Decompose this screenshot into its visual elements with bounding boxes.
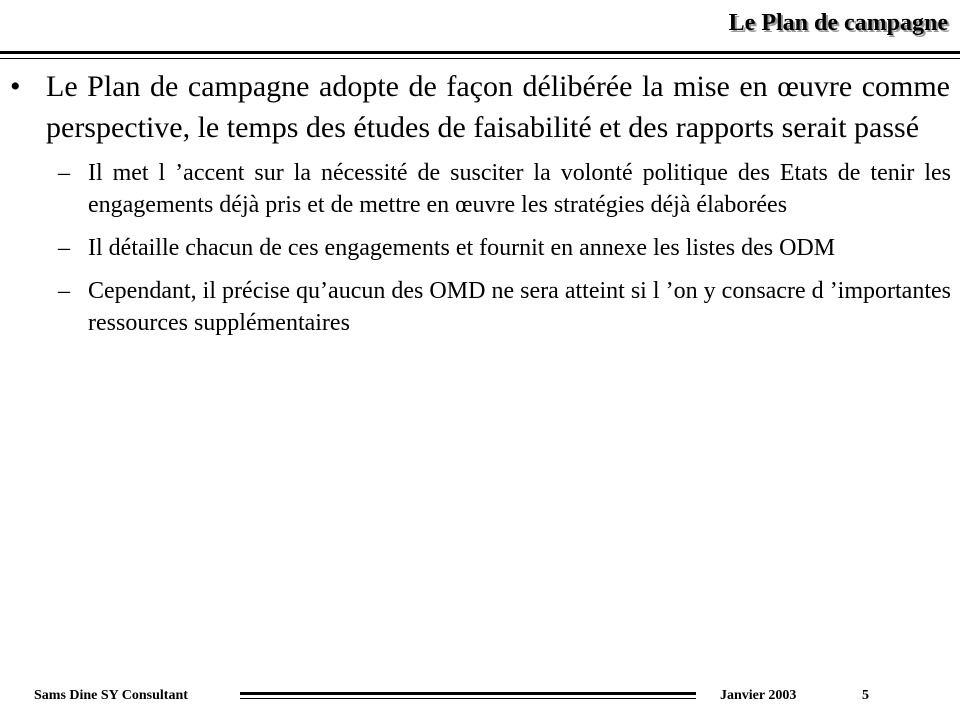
main-bullet-text: Le Plan de campagne adopte de façon délibérée la mise en œuvre comme perspective, le temps des études de faisabilité et des rapports serait passé bbox=[46, 70, 950, 144]
sub-bullet-3 bbox=[58, 275, 951, 339]
sub-bullet-text: Il met l ’accent sur la nécessité de susciter la volonté politique des Etats de tenir les engagements déjà pris et de mettre en œuvre les stratégies déjà élaborées bbox=[88, 160, 951, 218]
dash-marker: – bbox=[58, 235, 70, 261]
main-bullet bbox=[10, 66, 950, 148]
footer-divider bbox=[240, 692, 696, 699]
bullet-marker: • bbox=[10, 70, 21, 103]
title-divider bbox=[0, 51, 960, 59]
sub-bullet-text: Il détaille chacun de ces engagements et fournit en annexe les listes des ODM bbox=[88, 235, 836, 261]
sub-bullet-1 bbox=[58, 157, 951, 221]
sub-bullet-list bbox=[0, 157, 960, 339]
footer-date: Janvier 2003 bbox=[720, 688, 797, 703]
footer-author: Sams Dine SY Consultant bbox=[34, 688, 188, 703]
dash-marker: – bbox=[58, 160, 70, 186]
sub-bullet-text: Cependant, il précise qu’aucun des OMD ne sera atteint si l ’on y consacre d ’importantes ressources supplémentaires bbox=[88, 278, 951, 336]
sub-bullet-2 bbox=[58, 232, 951, 264]
slide-content bbox=[0, 66, 960, 350]
dash-marker: – bbox=[58, 278, 70, 304]
page-number: 5 bbox=[862, 688, 869, 703]
slide-title: Le Plan de campagne bbox=[728, 10, 948, 36]
